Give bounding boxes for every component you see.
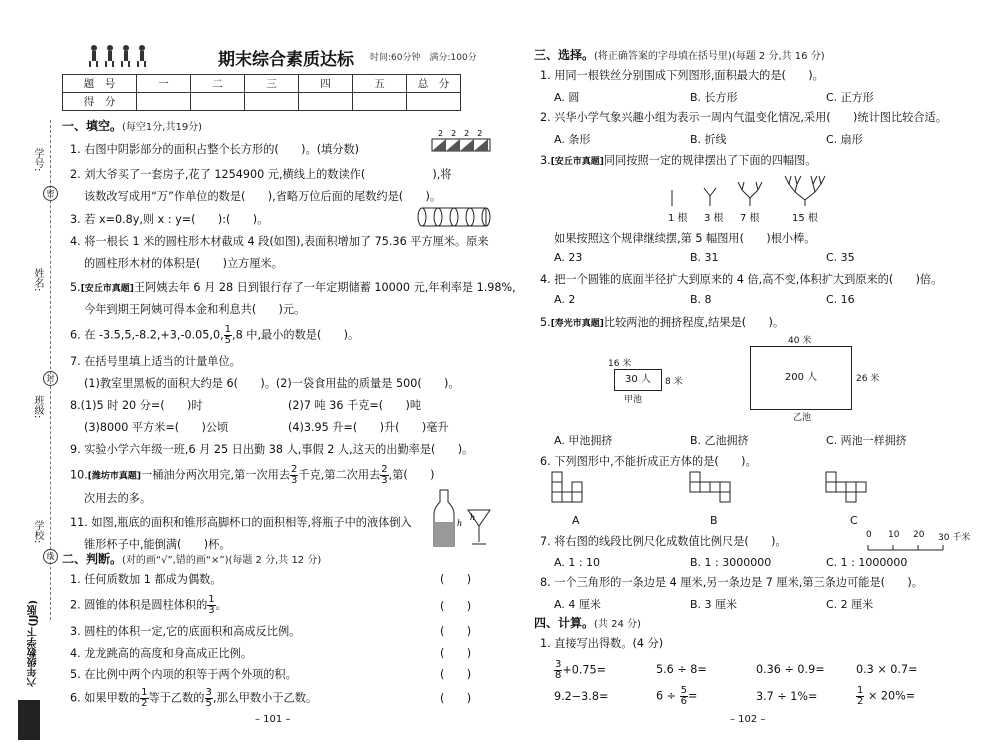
choice-q2-opt-a[interactable]: A. 条形: [554, 133, 591, 146]
fill-q11-line2: 锥形杯子中,能倒满( )杯。: [84, 538, 231, 551]
sticks-label-1: 1 根: [668, 213, 688, 224]
calc-r2-c4: $\frac{1}{2}$ × 20%=: [857, 685, 916, 707]
fill-q1: 1. 右图中阴影部分的面积占整个长方形的( )。(填分数): [70, 143, 360, 156]
score-cell[interactable]: [407, 93, 461, 111]
judge-q6: 6. 如果甲数的 $\frac{1}{2}$ 等于乙数的 $\frac{3}{5}$ ,那么甲数小于乙数。: [70, 687, 318, 709]
school-label: 学校:: [32, 520, 43, 544]
score-header-cell: 题 号: [63, 75, 137, 93]
choice-q4-opt-a[interactable]: A. 2: [554, 293, 576, 306]
fill-q5-line1: 5.[安丘市真题]王阿姨去年 6 月 28 日到银行存了一年定期储蓄 10000 元,年利率是 1.98%,: [70, 281, 516, 294]
score-cell[interactable]: [353, 93, 407, 111]
net-label-c: C: [850, 514, 858, 527]
pool-small: 30 人: [614, 369, 662, 391]
score-header-cell: 五: [353, 75, 407, 93]
pool-big-width: 40 米: [788, 336, 812, 346]
answer-blank[interactable]: ( ): [440, 573, 472, 586]
score-header-cell: 二: [191, 75, 245, 93]
fill-q6: 6. 在 -3.5,5,-8.2,+3,-0.05,0, $\frac{1}{5}$ ,8 中,最小的数是( )。: [70, 324, 360, 346]
fill-q9: 9. 实验小学六年级一班,6 月 25 日出勤 38 人,事假 2 人,这天的出勤率是( )。: [70, 443, 474, 456]
choice-q8: 8. 一个三角形的一条边是 4 厘米,另一条边是 7 厘米,第三条边可能是( )。: [540, 576, 923, 589]
choice-q2-opt-b[interactable]: B. 折线: [690, 133, 727, 146]
fill-q8-2: (2)7 吨 36 千克=( )吨: [288, 399, 422, 412]
page-number-right: – 102 –: [730, 714, 766, 725]
binding-seal-1: 密: [43, 185, 58, 201]
choice-q4-opt-c[interactable]: C. 16: [826, 293, 855, 306]
scale-tick-10: 10: [888, 530, 900, 540]
fill-q7-items: (1)教室里黑板的面积大约是 6( )。(2)一袋食用盐的质量是 500( )。: [84, 377, 460, 390]
judge-q4: 4. 龙龙跳高的高度和身高成正比例。: [70, 647, 253, 660]
choice-q3: 3.[安丘市真题]同同按照一定的规律摆出了下面的四幅图。: [540, 154, 817, 167]
student-no-label: 学号:: [32, 148, 43, 172]
choice-q3-opt-a[interactable]: A. 23: [554, 251, 583, 264]
pool-big-name: 乙池: [793, 413, 812, 423]
judge-q3: 3. 圆柱的体积一定,它的底面积和高成反比例。: [70, 625, 301, 638]
answer-blank[interactable]: ( ): [440, 625, 472, 638]
fill-q7: 7. 在括号里填上适当的计量单位。: [70, 355, 241, 368]
fill-q2-line1: 2. 刘大爷买了一套房子,花了 1254900 元,横线上的数读作( ),将: [70, 168, 452, 181]
fill-q2-line2: 该数改写成用“万”作单位的数是( ),省略万位后面的尾数约是( )。: [84, 190, 442, 203]
choice-q5-opt-c[interactable]: C. 两池一样拥挤: [826, 434, 907, 447]
pool-small-width: 16 米: [608, 359, 632, 369]
judge-q2: 2. 圆锥的体积是圆柱体积的 $\frac{1}{3}$ 。: [70, 594, 227, 616]
calc-r2-c2: 6 ÷ $\frac{5}{6}$ =: [656, 685, 698, 707]
answer-blank[interactable]: ( ): [440, 692, 472, 705]
score-header-cell: 三: [245, 75, 299, 93]
score-cell[interactable]: [191, 93, 245, 111]
book-logo: [18, 700, 40, 740]
fill-q8-1: 8.(1)5 时 20 分=( )时: [70, 399, 203, 412]
fill-q8-4: (4)3.95 升=( )升( )毫升: [288, 421, 449, 434]
pool-small-name: 甲池: [624, 395, 643, 405]
fill-q11-line1: 11. 如图,瓶底的面积和锥形高脚杯口的面积相等,将瓶子中的液体倒入: [70, 516, 412, 529]
choice-q8-opt-b[interactable]: B. 3 厘米: [690, 598, 738, 611]
choice-q5: 5.[寿光市真题]比较两池的拥挤程度,结果是( )。: [540, 316, 785, 329]
section-calc: 四、计算。(共 24 分): [534, 616, 641, 630]
scale-tick-30: 30 千米: [938, 533, 971, 543]
choice-q8-opt-c[interactable]: C. 2 厘米: [826, 598, 874, 611]
kids-icon: [86, 43, 156, 69]
fill-q10-line2: 次用去的多。: [84, 492, 152, 505]
calc-r2-c3: 3.7 ÷ 1%=: [756, 690, 818, 703]
choice-q3-opt-b[interactable]: B. 31: [690, 251, 719, 264]
sticks-pattern-figure: [660, 172, 850, 212]
page-number-left: – 101 –: [255, 714, 291, 725]
section-judge: 二、判断。(对的画“√”,错的画“×”)(每题 2 分,共 12 分): [62, 552, 322, 566]
choice-q1-opt-a[interactable]: A. 圆: [554, 91, 580, 104]
choice-q2-opt-c[interactable]: C. 扇形: [826, 133, 863, 146]
net-label-b: B: [710, 514, 718, 527]
choice-q1: 1. 用同一根铁丝分别围成下列图形,面积最大的是( )。: [540, 69, 824, 82]
judge-q1: 1. 任何质数加 1 都成为偶数。: [70, 573, 222, 586]
choice-q5-opt-b[interactable]: B. 乙池拥挤: [690, 434, 749, 447]
score-header-cell: 一: [137, 75, 191, 93]
calc-instruction: 1. 直接写出得数。(4 分): [540, 637, 664, 650]
answer-blank[interactable]: ( ): [440, 647, 472, 660]
fill-q10-line1: 10.[潍坊市真题]一桶油分两次用完,第一次用去 $\frac{2}{3}$ 千克,第二次用去 $\frac{2}{3}$ ,第( ): [70, 464, 435, 486]
calc-r1-c1: $\frac{3}{8}$ +0.75=: [555, 659, 607, 681]
answer-blank[interactable]: ( ): [440, 668, 472, 681]
choice-q4-opt-b[interactable]: B. 8: [690, 293, 712, 306]
judge-q5: 5. 在比例中两个内项的积等于两个外项的积。: [70, 668, 297, 681]
choice-q3-opt-c[interactable]: C. 35: [826, 251, 855, 264]
scale-tick-0: 0: [866, 530, 872, 540]
score-cell[interactable]: [299, 93, 353, 111]
bottle-and-glass-figure: [430, 488, 496, 548]
choice-q5-opt-a[interactable]: A. 甲池拥挤: [554, 434, 613, 447]
exam-meta: 时间:60分钟 满分:100分: [370, 53, 477, 63]
right-page: [510, 0, 1000, 754]
fill-q3: 3. 若 x=0.8y,则 x : y=( ):( )。: [70, 213, 269, 226]
choice-q1-opt-c[interactable]: C. 正方形: [826, 91, 874, 104]
choice-q7-opt-a[interactable]: A. 1 : 10: [554, 556, 601, 569]
net-label-a: A: [572, 514, 580, 527]
choice-q2: 2. 兴华小学气象兴趣小组为表示一周内气温变化情况,采用( )统计图比较合适。: [540, 111, 947, 124]
choice-q1-opt-b[interactable]: B. 长方形: [690, 91, 738, 104]
fill-q5-line2: 今年到期王阿姨可得本金和利息共( )元。: [84, 303, 306, 316]
binding-seal-2: 封: [43, 370, 58, 386]
cube-nets-figure: [550, 470, 890, 518]
book-title: 六年级数学下(JJ版): [28, 600, 39, 687]
score-header-cell: 总 分: [407, 75, 461, 93]
pool-big: 200 人: [750, 346, 852, 410]
name-label: 姓名:: [32, 268, 43, 292]
score-cell[interactable]: [245, 93, 299, 111]
pool-big-height: 26 米: [856, 374, 880, 384]
score-label-cell: 得 分: [63, 93, 137, 111]
choice-q7-opt-c[interactable]: C. 1 : 1000000: [826, 556, 908, 569]
section-fill-in: 一、填空。(每空1分,共19分): [62, 119, 203, 133]
choice-q6: 6. 下列图形中,不能折成正方体的是( )。: [540, 455, 757, 468]
score-table: [62, 74, 461, 111]
sticks-label-7: 7 根: [740, 213, 760, 224]
page-title: 期末综合素质达标: [218, 50, 354, 70]
svg-text:2 2 2 2: 2 2 2 2: [438, 129, 483, 138]
section-choice: 三、选择。(将正确答案的字母填在括号里)(每题 2 分,共 16 分): [534, 48, 825, 62]
binding-seal-3: 线: [43, 548, 58, 564]
cylinder-figure: [416, 206, 492, 228]
choice-q3-line2: 如果按照这个规律继续摆,第 5 幅图用( )根小棒。: [554, 232, 816, 245]
score-header-cell: 四: [299, 75, 353, 93]
fill-q8-3: (3)8000 平方米=( )公顷: [84, 421, 229, 434]
choice-q4: 4. 把一个圆锥的底面半径扩大到原来的 4 倍,高不变,体积扩大到原来的( )倍。: [540, 273, 943, 286]
calc-r1-c3: 0.36 ÷ 0.9=: [756, 663, 825, 676]
choice-q7-opt-b[interactable]: B. 1 : 3000000: [690, 556, 772, 569]
answer-blank[interactable]: ( ): [440, 600, 472, 613]
pool-small-height: 8 米: [665, 377, 683, 387]
sticks-label-15: 15 根: [792, 213, 818, 224]
fill-q4-line1: 4. 将一根长 1 米的圆柱形木材截成 4 段(如图),表面积增加了 75.36 平方厘米。原来: [70, 235, 489, 248]
choice-q7: 7. 将右图的线段比例尺化成数值比例尺是( )。: [540, 535, 787, 548]
calc-r1-c4: 0.3 × 0.7=: [856, 663, 918, 676]
shaded-rectangle-figure: [430, 129, 492, 153]
calc-r1-c2: 5.6 ÷ 8=: [656, 663, 707, 676]
choice-q8-opt-a[interactable]: A. 4 厘米: [554, 598, 601, 611]
svg-text:h: h: [470, 513, 476, 522]
svg-text:h: h: [457, 519, 463, 528]
fill-q4-line2: 的圆柱形木材的体积是( )立方厘米。: [84, 257, 283, 270]
score-cell[interactable]: [137, 93, 191, 111]
class-label: 班级:: [32, 395, 43, 419]
sticks-label-3: 3 根: [704, 213, 724, 224]
calc-r2-c1: 9.2−3.8=: [554, 690, 609, 703]
scale-tick-20: 20: [913, 530, 925, 540]
